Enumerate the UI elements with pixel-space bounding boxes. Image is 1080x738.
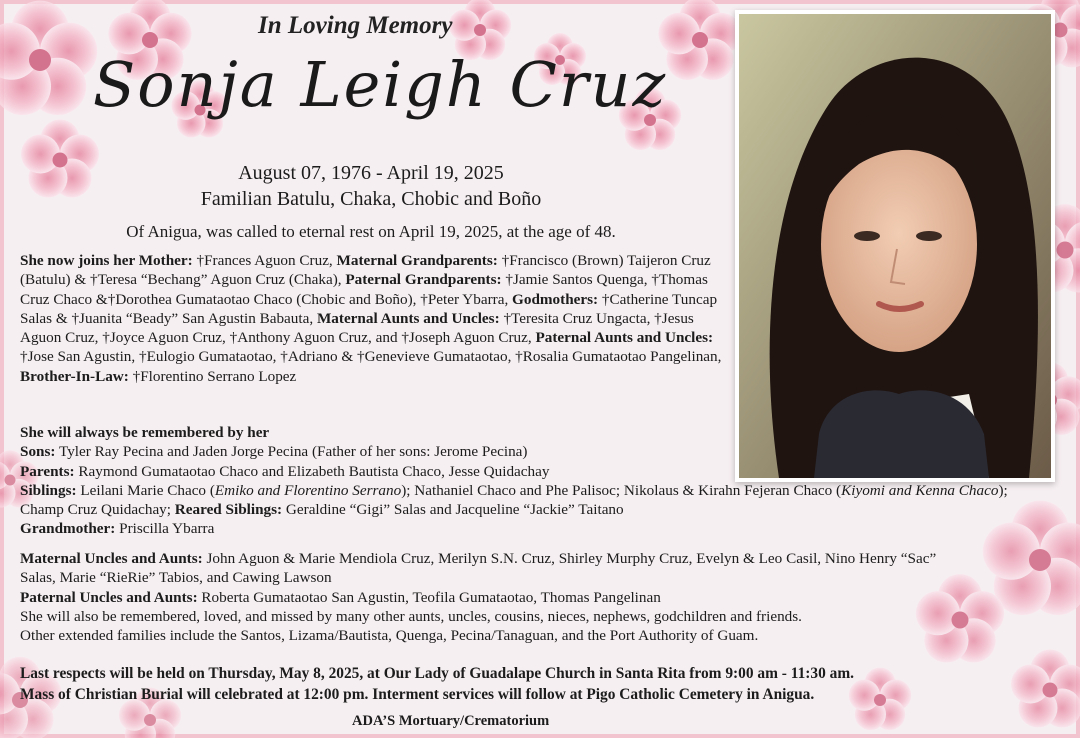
label-remembered-by: She will always be remembered by her <box>20 424 270 441</box>
label-paternal-aunts-uncles: Paternal Aunts and Uncles: <box>535 329 714 347</box>
label-siblings: Siblings: <box>20 481 77 499</box>
family-clans: Familian Batulu, Chaka, Chobic and Boño <box>200 188 542 210</box>
label-paternal-uncles-aunts: Paternal Uncles and Aunts: <box>20 588 198 606</box>
life-dates: August 07, 1976 - April 19, 2025 <box>238 162 504 184</box>
deceased-name: Sonja Leigh Cruz <box>92 48 668 121</box>
label-maternal-grandparents: Maternal Grandparents: <box>336 252 498 269</box>
remembered-by-many: She will also be remembered, loved, and missed by many other aunts, uncles, cousins, nieces, nephews, godchildren and friends. <box>20 607 802 625</box>
label-mother: She now joins her Mother: <box>20 252 193 269</box>
label-sons: Sons: <box>20 443 56 461</box>
mortuary-name: ADA’S Mortuary/Crematorium <box>352 713 550 729</box>
label-paternal-grandparents: Paternal Grandparents: <box>345 271 502 289</box>
extended-families: Other extended families include the Santos, Lizama/Bautista, Quenga, Pecina/Tanaguan, and the Port Authority of Guam. <box>20 627 759 645</box>
label-grandmother: Grandmother: <box>20 520 116 538</box>
mass-burial-line: Mass of Christian Burial will celebrated at 12:00 pm. Interment services will follow at Pigo Catholic Cemetery in Anigua. <box>20 686 815 703</box>
label-maternal-uncles-aunts: Maternal Uncles and Aunts: <box>20 550 203 567</box>
portrait-photo <box>735 10 1055 482</box>
service-details <box>20 663 1020 705</box>
label-parents: Parents: <box>20 462 75 480</box>
origin-statement: Of Anigua, was called to eternal rest on April 19, 2025, at the age of 48. <box>126 222 616 241</box>
predeceased-paragraph: She now joins her Mother: †Frances Aguon Cruz, Maternal Grandparents: †Francisco (Brown) Taijeron Cruz (Batulu) & †Teresa “Bechang” Aguon Cruz (Chaka), Paternal Grandparents: †Jamie Santos Quenga, †Thomas Cruz Chaco &†Dorothea Gumataotao Chaco (Chobic and Boño), †Peter Ybarra, Godmothers: †Catherine Tuncap Salas & †Juanita “Beady” San Agustin Babauta, Maternal Aunts and Uncles: †Teresita Cruz Ungacta, †Jesus Aguon Cruz, †Joyce Aguon Cruz, †Anthony Aguon Cruz, and †Joseph Aguon Cruz, Paternal Aunts and Uncles: †Jose San Agustin, †Eulogio Gumataotao, †Adriano & †Genevieve Gumataotao, †Rosalia Gumataotao Pangelinan, Brother-In-Law: †Florentino Serrano Lopez <box>20 252 722 385</box>
survivors-paragraph: She will always be remembered by her Sons: Tyler Ray Pecina and Jaden Jorge Pecina (Father of her sons: Jerome Pecina) Parents: Raymond Gumataotao Chaco and Elizabeth Bautista Chaco, Jesse Quidachay Siblings: Leilani Marie Chaco (Emiko and Florentino Serrano); Nathaniel Chaco and Phe Palisoc; Nikolaus & Kirahn Fejeran Chaco (Kiyomi and Kenna Chaco); Champ Cruz Quidachay; Reared Siblings: Geraldine “Gigi” Salas and Jacqueline “Jackie” Taitano Grandmother: Priscilla Ybarra <box>20 424 1008 538</box>
label-reared-siblings: Reared Siblings: <box>174 501 283 519</box>
label-maternal-aunts-uncles: Maternal Aunts and Uncles: <box>316 309 500 327</box>
last-respects-line: Last respects will be held on Thursday, May 8, 2025, at Our Lady of Guadalape Church in Santa Rita from 9:00 am - 11:30 am. <box>20 665 855 682</box>
extended-family-paragraph: Maternal Uncles and Aunts: John Aguon & Marie Mendiola Cruz, Merilyn S.N. Cruz, Shirley Murphy Cruz, Evelyn & Leo Casil, Nino Henry “Sac” Salas, Marie “RieRie” Tabios, and Cawing Lawson Paternal Uncles and Aunts: Roberta Gumataotao San Agustin, Teofila Gumataotao, Thomas Pangelinan She will also be remembered, loved, and missed by many other aunts, uncles, cousins, nieces, nephews, godchildren and friends. Other extended families include the Santos, Lizama/Bautista, Quenga, Pecina/Tanaguan, and the Port Authority of Guam. <box>20 549 970 645</box>
label-brother-in-law: Brother-In-Law: <box>20 367 129 385</box>
heading-in-loving-memory: In Loving Memory <box>258 12 453 39</box>
label-godmothers: Godmothers: <box>512 290 599 308</box>
